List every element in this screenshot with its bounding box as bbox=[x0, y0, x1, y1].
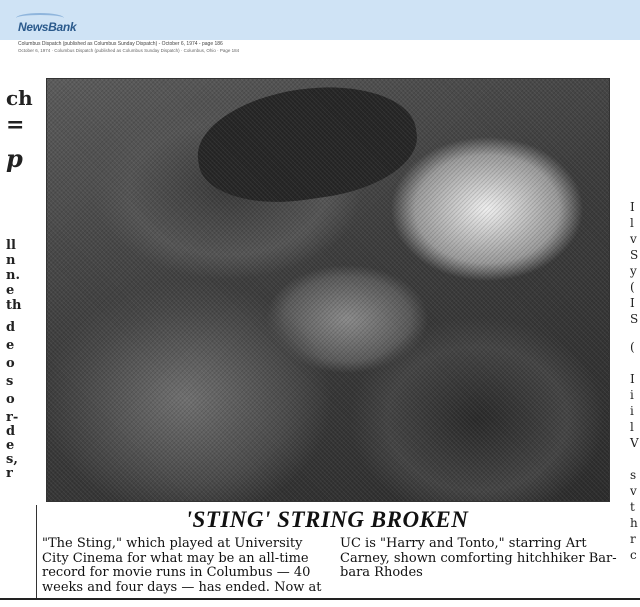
fragment-text: n bbox=[6, 253, 16, 268]
fragment-text: s, bbox=[6, 452, 18, 467]
source-citation-detail: October 6, 1974 · Columbus Dispatch (published as Columbus Sunday Dispatch) · Columbus, Ohio · Page 184 bbox=[18, 48, 240, 53]
fragment-text: S bbox=[630, 312, 639, 326]
fragment-text: e bbox=[6, 283, 15, 298]
caption-line: bara Rhodes bbox=[340, 565, 423, 580]
newsbank-toolbar bbox=[0, 0, 640, 40]
fragment-text: ( bbox=[630, 340, 635, 354]
photo-halftone-grain bbox=[47, 79, 609, 501]
headline: 'STING' STRING BROKEN bbox=[185, 507, 469, 532]
caption-line: "The Sting," which played at University bbox=[42, 536, 303, 551]
fragment-text: v bbox=[630, 484, 637, 498]
caption-line: Carney, shown comforting hitchhiker Bar- bbox=[340, 550, 617, 566]
fragment-text: I bbox=[630, 200, 635, 214]
fragment-text: i bbox=[630, 404, 634, 418]
fragment-text: ll bbox=[6, 238, 16, 253]
fragment-text: y bbox=[630, 264, 637, 278]
fragment-text: d bbox=[6, 320, 16, 335]
fragment-text: r- bbox=[6, 410, 19, 425]
column-divider bbox=[36, 505, 37, 598]
fragment-text: r bbox=[630, 532, 636, 546]
fragment-text: th bbox=[6, 298, 22, 313]
fragment-text: e bbox=[6, 438, 15, 453]
logo-text: NewsBank bbox=[18, 20, 77, 34]
caption-line: record for movie runs in Columbus — 40 bbox=[42, 565, 311, 580]
fragment-text: s bbox=[6, 374, 14, 389]
fragment-text: I bbox=[630, 296, 635, 310]
fragment-text: ( bbox=[630, 280, 635, 294]
fragment-text: c bbox=[630, 548, 637, 562]
fragment-text: v bbox=[630, 232, 637, 246]
fragment-text: o bbox=[6, 356, 15, 371]
source-citation: Columbus Dispatch (published as Columbus Sunday Dispatch) - October 6, 1974 - page 186 bbox=[18, 41, 223, 47]
logo-swoosh-icon bbox=[16, 13, 64, 23]
fragment-text: s bbox=[630, 468, 637, 482]
fragment-text: t bbox=[630, 500, 635, 514]
fragment-text: p bbox=[6, 144, 23, 173]
caption-column-left bbox=[42, 536, 322, 595]
bottom-rule bbox=[0, 598, 640, 600]
caption-line: weeks and four days — has ended. Now at bbox=[42, 579, 322, 595]
fragment-text: = bbox=[6, 112, 25, 138]
fragment-text: i bbox=[630, 388, 634, 402]
fragment-text: S bbox=[630, 248, 639, 262]
caption-column-right bbox=[340, 537, 625, 581]
fragment-text: d bbox=[6, 424, 16, 439]
fragment-text: l bbox=[630, 420, 634, 434]
caption-line: UC is "Harry and Tonto," starring Art bbox=[340, 536, 587, 551]
fragment-text: n. bbox=[6, 268, 20, 283]
fragment-text: e bbox=[6, 338, 15, 353]
newsbank-logo[interactable] bbox=[18, 20, 76, 34]
caption-line: City Cinema for what may be an all-time bbox=[42, 550, 309, 566]
fragment-text: I bbox=[630, 372, 635, 386]
fragment-text: V bbox=[630, 436, 639, 450]
fragment-text: h bbox=[630, 516, 638, 530]
fragment-text: o bbox=[6, 392, 15, 407]
fragment-text: l bbox=[630, 216, 634, 230]
news-photo bbox=[46, 78, 610, 502]
fragment-text: ch bbox=[6, 86, 33, 110]
fragment-text: r bbox=[6, 466, 13, 481]
